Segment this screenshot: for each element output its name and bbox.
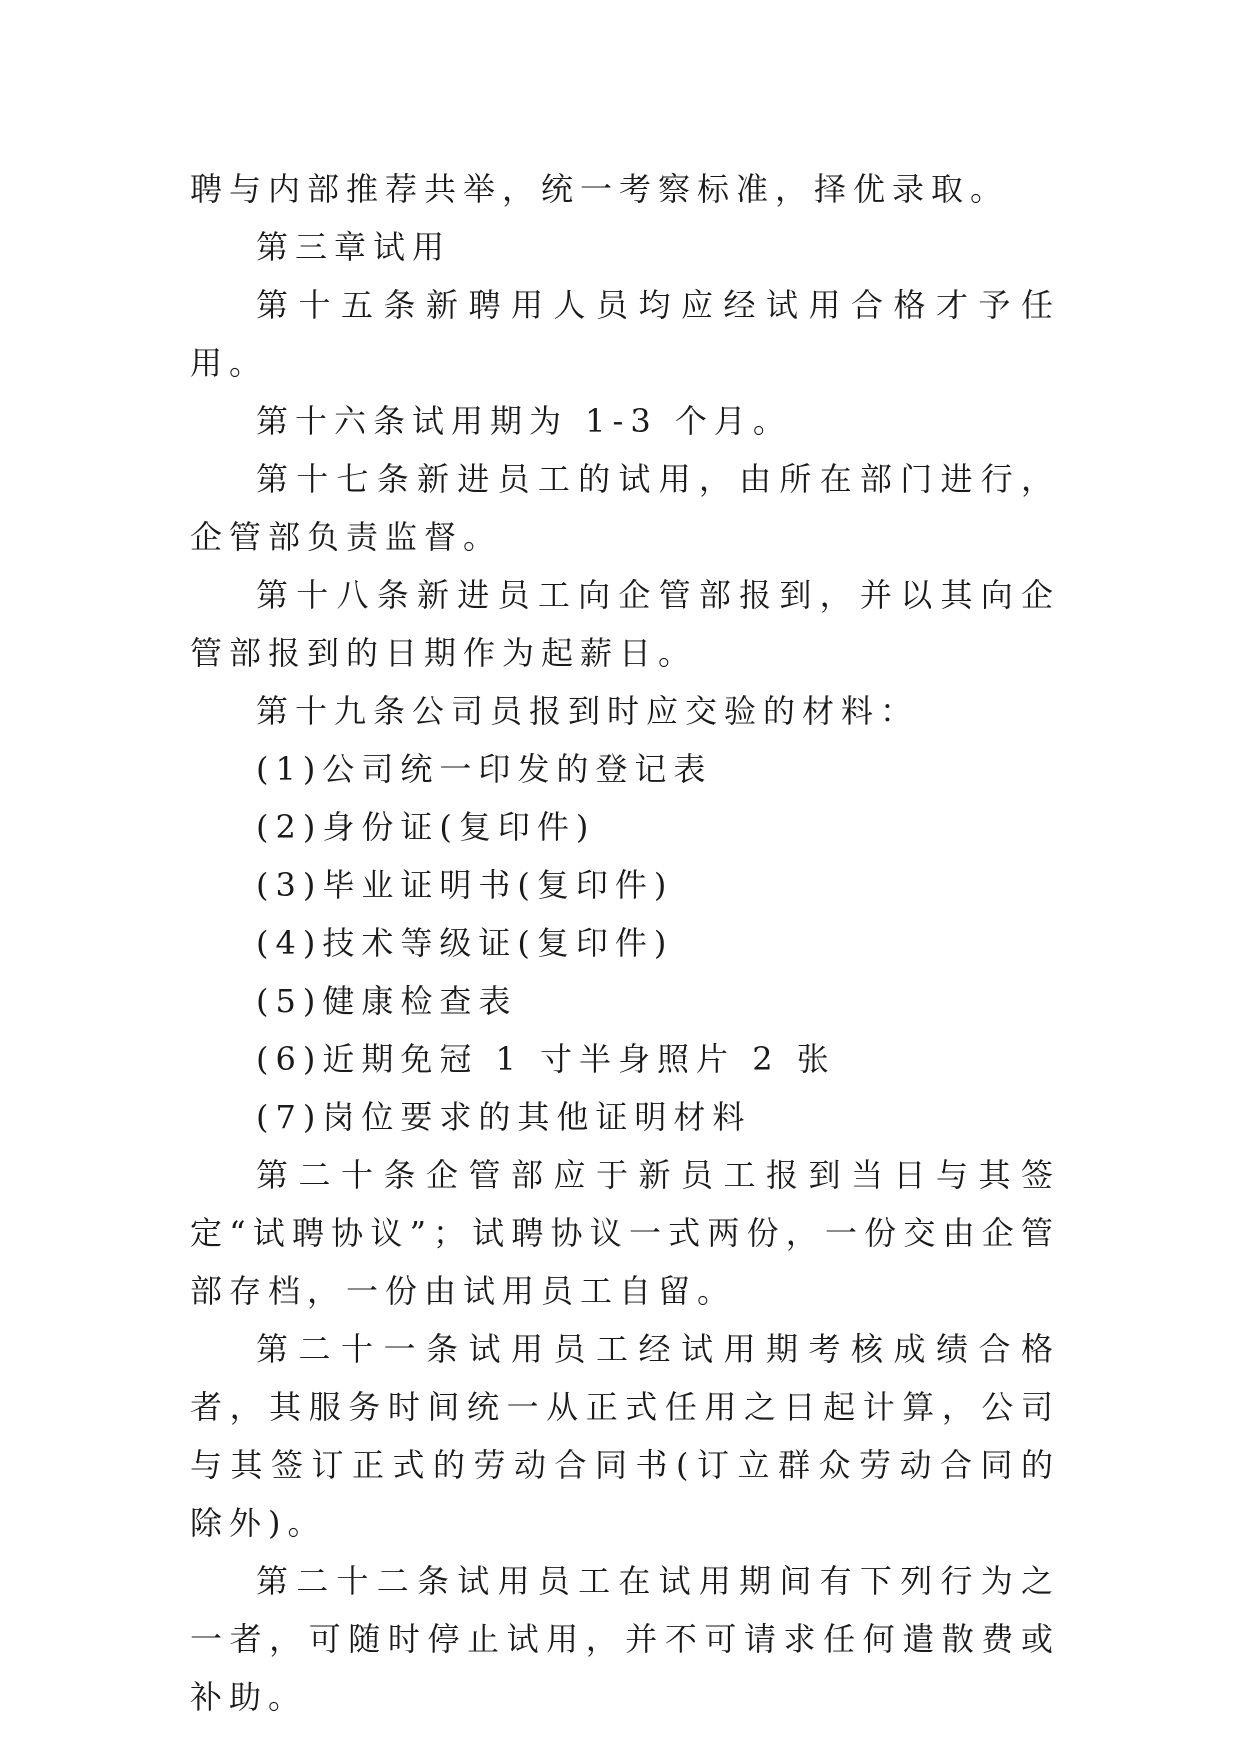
article-18: 第十八条新进员工向企管部报到，并以其向企管部报到的日期作为起薪日。 [190, 576, 1060, 672]
article-20: 第二十条企管部应于新员工报到当日与其签定“试聘协议”；试聘协议一式两份，一份交由企管部存档，一份由试用员工自留。 [190, 1156, 1060, 1310]
chapter-heading: 第三章试用 [256, 228, 452, 266]
list-item-1: (1)公司统一印发的登记表 [256, 750, 713, 788]
article-17: 第十七条新进员工的试用，由所在部门进行，企管部负责监督。 [190, 460, 1060, 556]
list-item-3: (3)毕业证明书(复印件) [256, 866, 674, 904]
list-item-2: (2)身份证(复印件) [256, 808, 596, 846]
paragraph-0: 聘与内部推荐共举，统一考察标准，择优录取。 [190, 170, 1010, 208]
list-item-7: (7)岗位要求的其他证明材料 [256, 1098, 752, 1136]
article-15: 第十五条新聘用人员均应经试用合格才予任用。 [190, 286, 1060, 382]
list-item-4: (4)技术等级证(复印件) [256, 924, 674, 962]
article-21: 第二十一条试用员工经试用期考核成绩合格者，其服务时间统一从正式任用之日起计算，公司与其签订正式的劳动合同书(订立群众劳动合同的除外)。 [190, 1330, 1060, 1542]
list-item-6: (6)近期免冠 1 寸半身照片 2 张 [256, 1040, 836, 1078]
article-16: 第十六条试用期为 1-3 个月。 [256, 402, 792, 440]
list-item-5: (5)健康检查表 [256, 982, 518, 1020]
article-19: 第十九条公司员报到时应交验的材料： [256, 692, 920, 730]
article-22: 第二十二条试用员工在试用期间有下列行为之一者，可随时停止试用，并不可请求任何遣散费或补助。 [190, 1562, 1060, 1716]
document-body [190, 160, 1060, 1726]
